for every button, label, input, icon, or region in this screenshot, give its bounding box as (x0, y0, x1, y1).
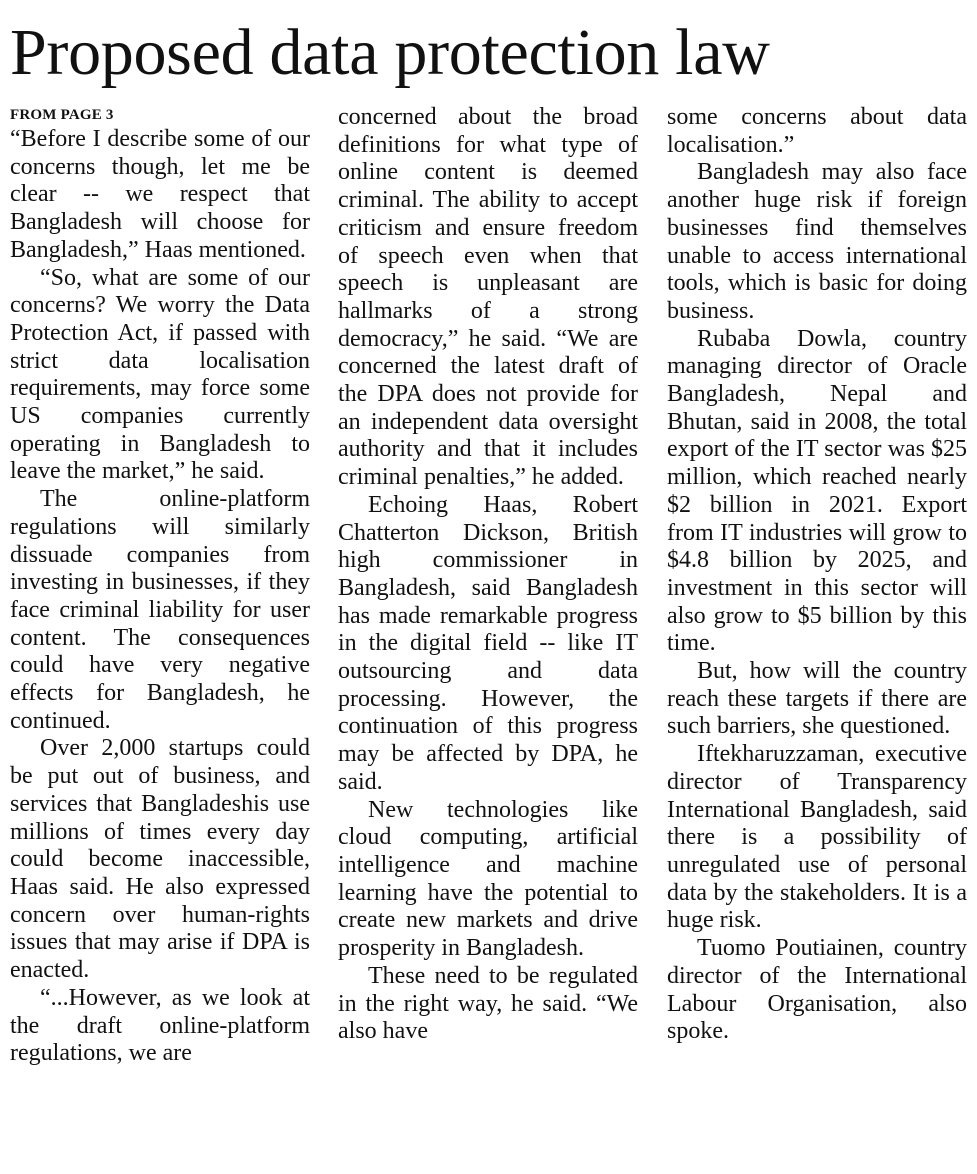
paragraph: “So, what are some of our concerns? We worry the Data Protection Act, if passed with strict data localisation requirements, may force some US companies currently operating in Bangladesh to leave the market,” he said. (10, 264, 310, 485)
paragraph: some concerns about data localisation.” (667, 104, 967, 158)
paragraph: Over 2,000 startups could be put out of business, and services that Bangladeshis use millions of times every day could become inaccessible, Haas said. He also expressed concern over human-rights issues that may arise if DPA is enacted. (10, 735, 310, 984)
paragraph: Rubaba Dowla, country managing director of Oracle Bangladesh, Nepal and Bhutan, said in 2008, the total export of the IT sector was $25 million, which reached nearly $2 billion in 2021. Export from IT industries will grow to $4.8 billion by 2025, and investment in this sector will also grow to $5 billion by this time. (667, 325, 967, 657)
paragraph: New technologies like cloud computing, artificial intelligence and machine learning have the potential to create new markets and drive prosperity in Bangladesh. (338, 796, 638, 962)
paragraph: “Before I describe some of our concerns though, let me be clear -- we respect that Bangladesh will choose for Bangladesh,” Haas mentioned. (10, 126, 310, 263)
continued-from-label: FROM PAGE 3 (10, 107, 114, 123)
paragraph: Tuomo Poutiainen, country director of the International Labour Organisation, also spoke. (667, 935, 967, 1045)
article-column-1 (10, 104, 310, 1068)
paragraph: But, how will the country reach these targets if there are such barriers, she questioned. (667, 658, 967, 740)
article-column-3 (667, 104, 967, 1046)
headline: Proposed data protection law (10, 16, 770, 89)
paragraph: Iftekharuzzaman, executive director of Transparency International Bangladesh, said there is a possibility of unregulated use of personal data by the stakeholders. It is a huge risk. (667, 741, 967, 934)
paragraph: The online-platform regulations will similarly dissuade companies from investing in businesses, if they face criminal liability for user content. The consequences could have very negative effects for Bangladesh, he continued. (10, 486, 310, 734)
paragraph: Echoing Haas, Robert Chatterton Dickson, British high commissioner in Bangladesh, said Bangladesh has made remarkable progress in the digital field -- like IT outsourcing and data processing. However, the continuation of this progress may be affected by DPA, he said. (338, 491, 638, 795)
paragraph: “...However, as we look at the draft online-platform regulations, we are (10, 984, 310, 1067)
article-column-2 (338, 104, 638, 1046)
paragraph: Bangladesh may also face another huge risk if foreign businesses find themselves unable to access international tools, which is basic for doing business. (667, 159, 967, 324)
paragraph: These need to be regulated in the right way, he said. “We also have (338, 962, 638, 1045)
paragraph: concerned about the broad definitions for what type of online content is deemed criminal. The ability to accept criticism and ensure freedom of speech even when that speech is unpleasant are hallmarks of a strong democracy,” he said. “We are concerned the latest draft of the DPA does not provide for an independent data oversight authority and that it includes criminal penalties,” he added. (338, 104, 638, 491)
